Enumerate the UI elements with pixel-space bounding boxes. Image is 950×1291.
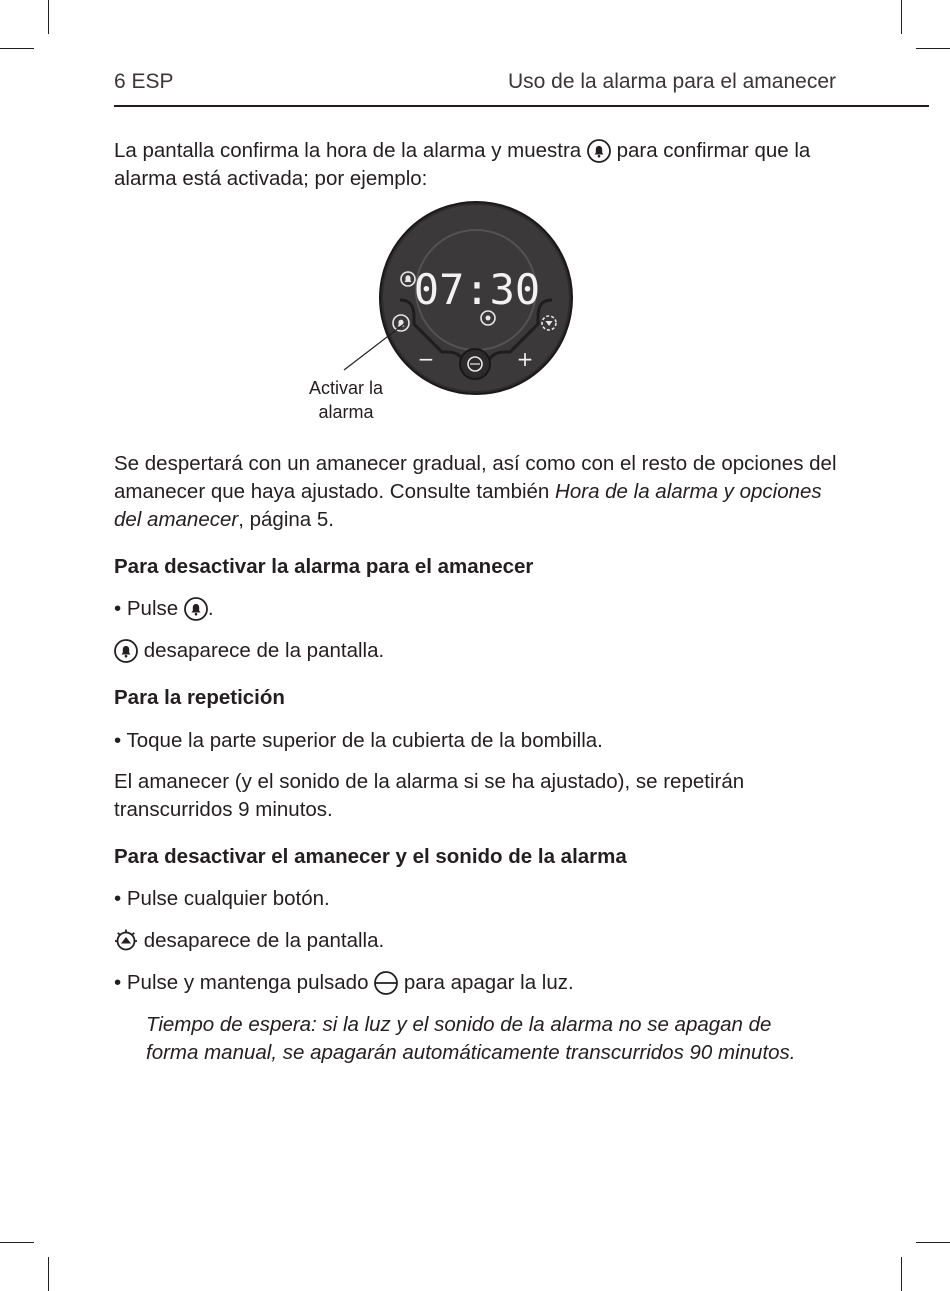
intro-text-start: La pantalla confirma la hora de la alarma y muestra: [114, 139, 587, 162]
alarm-icon-disappears: [114, 637, 844, 665]
alarm-bell-icon: [184, 597, 208, 621]
crop-mark: [0, 48, 34, 49]
alarm-bell-icon: [114, 639, 138, 663]
alarm-time-display: 07:30: [413, 265, 541, 314]
snooze-paragraph: El amanecer (y el sonido de la alarma si se ha ajustado), se repetirán transcurridos 9 minutos.: [114, 770, 745, 821]
section-title: Uso de la alarma para el amanecer: [507, 70, 836, 93]
disappears-text: desaparece de la pantalla.: [138, 929, 385, 952]
heading-deactivate-alarm: Para desactivar la alarma para el amanecer: [114, 555, 534, 578]
bullet-hold-light: [114, 969, 844, 997]
bullet-press-any: • Pulse cualquier botón.: [114, 887, 330, 910]
wake-text-end: , página 5.: [238, 508, 334, 531]
crop-mark: [916, 1242, 950, 1243]
callout-label: [290, 376, 402, 424]
callout-line-2: alarma: [318, 402, 374, 422]
light-button[interactable]: [460, 349, 490, 379]
page-label: 6 ESP: [114, 70, 174, 93]
callout-line-1: Activar la: [308, 378, 384, 398]
wake-paragraph: [114, 450, 844, 534]
heading-stop-sunrise: Para desactivar el amanecer y el sonido de la alarma: [114, 845, 627, 868]
bullet-touch-cover: • Toque la parte superior de la cubierta de la bombilla.: [114, 729, 603, 752]
wake-text-reference: Hora de la alarma y opciones del amanecer: [114, 480, 822, 531]
crop-mark: [0, 1242, 34, 1243]
bullet-hold-end: para apagar la luz.: [398, 971, 574, 994]
intro-text-end: para confirmar que la alarma está activada; por ejemplo:: [114, 139, 811, 190]
timeout-note: Tiempo de espera: si la luz y el sonido de la alarma no se apagan de forma manual, se apagarán automáticamente transcurridos 90 minutos.: [146, 1013, 796, 1064]
light-off-icon: [374, 971, 398, 995]
bullet-hold-text: • Pulse y mantenga pulsado: [114, 971, 375, 994]
heading-snooze: Para la repetición: [114, 686, 285, 709]
header-divider: [114, 105, 929, 107]
alarm-bell-icon: [587, 139, 611, 163]
bullet-press-period: .: [207, 597, 214, 620]
callout-leader-line: [300, 320, 410, 380]
sunrise-icon-disappears: [114, 927, 844, 955]
crop-mark: [901, 0, 902, 34]
disappears-text: desaparece de la pantalla.: [138, 639, 385, 662]
bullet-press-alarm: [114, 595, 844, 623]
crop-mark: [916, 48, 950, 49]
crop-mark: [48, 1257, 49, 1291]
intro-paragraph: [114, 137, 844, 193]
minus-button[interactable]: −: [417, 347, 435, 371]
sunrise-alarm-icon: [114, 929, 138, 953]
bullet-press-text: • Pulse: [114, 597, 184, 620]
wake-text-start: Se despertará con un amanecer gradual, así como con el resto de opciones del amanecer que haya ajustado. Consulte también: [114, 452, 837, 503]
crop-mark: [901, 1257, 902, 1291]
plus-button[interactable]: +: [516, 347, 534, 371]
crop-mark: [48, 0, 49, 34]
